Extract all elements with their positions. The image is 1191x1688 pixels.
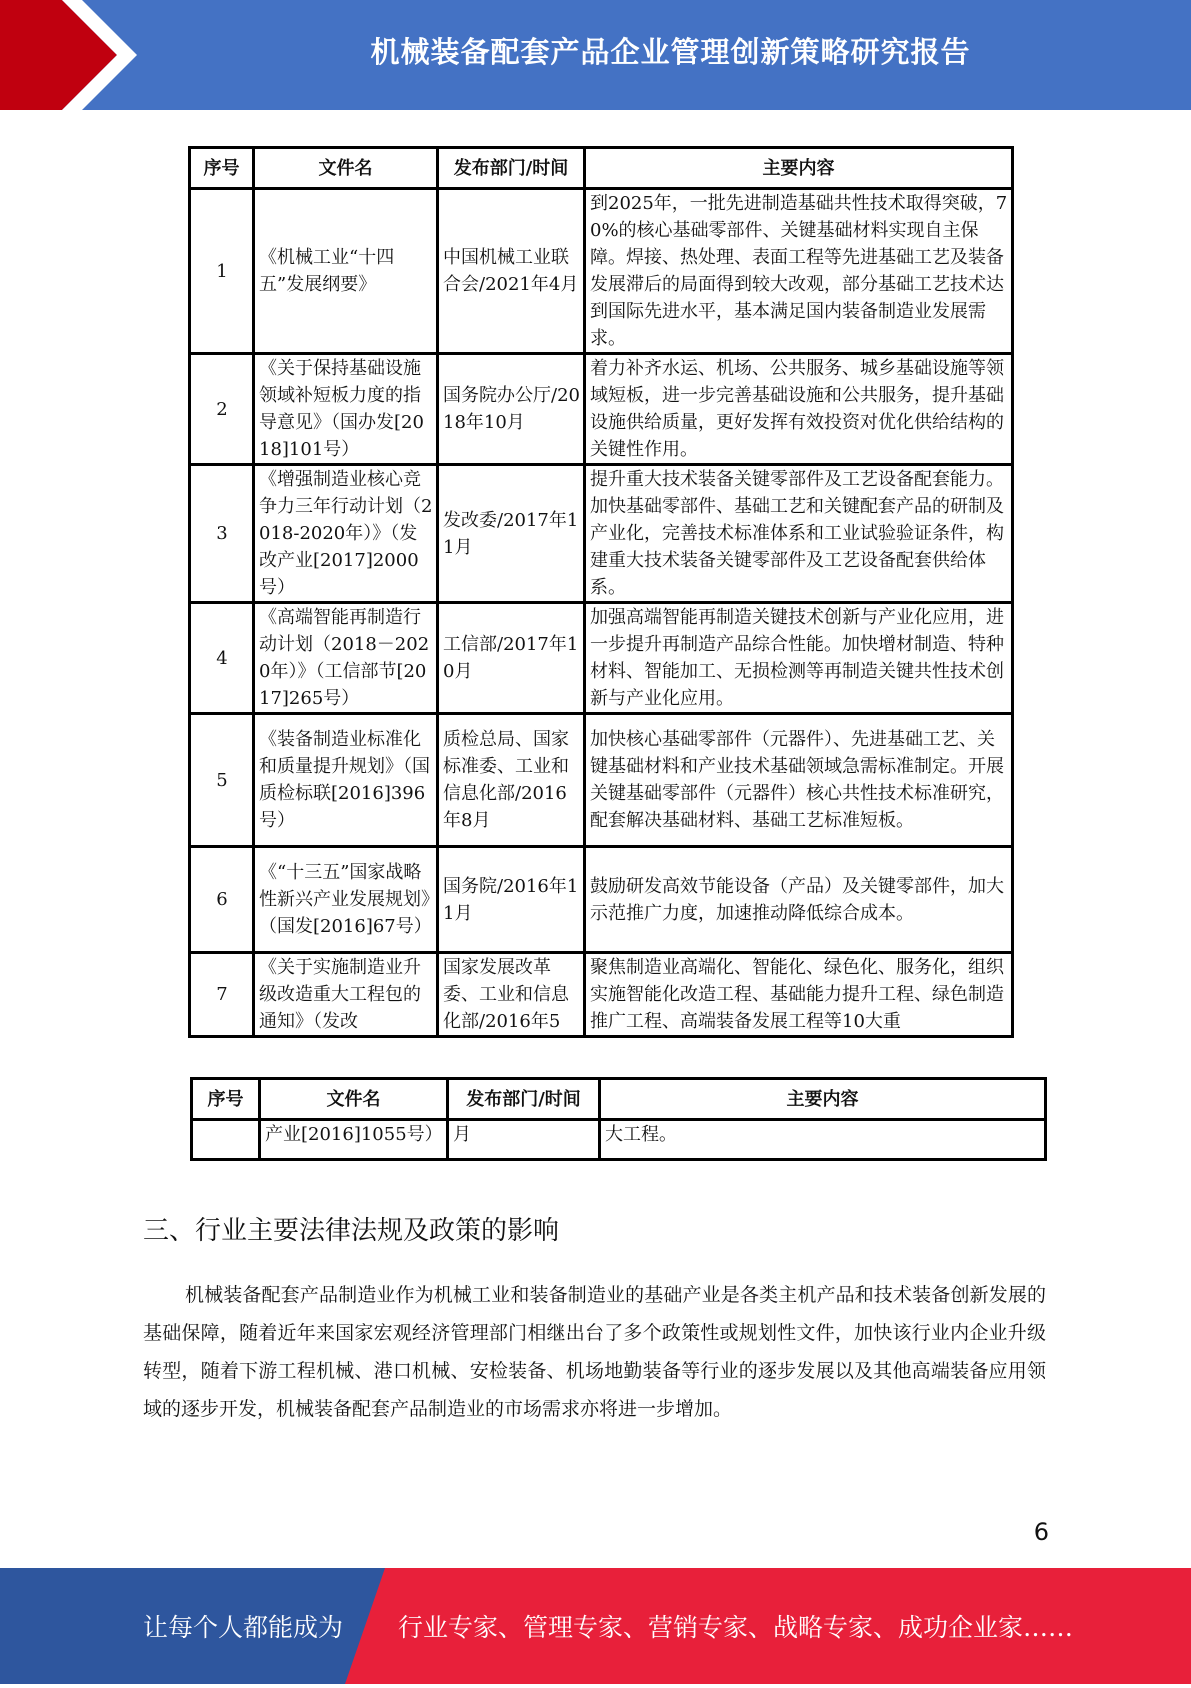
row-content: 鼓励研发高效节能设备（产品）及关键零部件，加大示范推广力度，加速推动降低综合成本。	[585, 847, 1013, 953]
row-seq: 5	[190, 714, 254, 847]
row-dept: 发改委/2017年11月	[438, 465, 585, 603]
row-seq	[192, 1120, 260, 1160]
row-dept: 月	[448, 1120, 600, 1160]
row-content: 聚焦制造业高端化、智能化、绿色化、服务化，组织实施智能化改造工程、基础能力提升工程、绿色制造推广工程、高端装备发展工程等10大重	[585, 953, 1013, 1037]
header-name: 文件名	[260, 1079, 448, 1120]
policy-table	[188, 146, 1014, 1038]
table-header-row	[192, 1079, 1046, 1120]
row-seq: 7	[190, 953, 254, 1037]
row-seq: 2	[190, 354, 254, 465]
header-content: 主要内容	[585, 148, 1013, 189]
page-header	[0, 0, 1191, 110]
section-paragraph: 机械装备配套产品制造业作为机械工业和装备制造业的基础产业是各类主机产品和技术装备创新发展的基础保障，随着近年来国家宏观经济管理部门相继出台了多个政策性或规划性文件，加快该行业内企业升级转型，随着下游工程机械、港口机械、安检装备、机场地勤装备等行业的逐步发展以及其他高端装备应用领域的逐步开发，机械装备配套产品制造业的市场需求亦将进一步增加。	[143, 1284, 1046, 1420]
section-heading: 三、行业主要法律法规及政策的影响	[143, 1216, 560, 1246]
row-dept: 工信部/2017年10月	[438, 603, 585, 714]
header-dept: 发布部门/时间	[438, 148, 585, 189]
header-content: 主要内容	[600, 1079, 1046, 1120]
row-name: 产业[2016]1055号）	[260, 1120, 448, 1160]
header-name: 文件名	[254, 148, 438, 189]
row-name: 《“十三五”国家战略性新兴产业发展规划》（国发[2016]67号）	[254, 847, 438, 953]
row-dept: 质检总局、国家标准委、工业和信息化部/2016年8月	[438, 714, 585, 847]
row-content: 到2025年，一批先进制造基础共性技术取得突破，70%的核心基础零部件、关键基础材料实现自主保障。焊接、热处理、表面工程等先进基础工艺及装备发展滞后的局面得到较大改观，部分基础工艺技术达到国际先进水平，基本满足国内装备制造业发展需求。	[585, 189, 1013, 354]
row-seq: 3	[190, 465, 254, 603]
row-content: 加强高端智能再制造关键技术创新与产业化应用，进一步提升再制造产品综合性能。加快增材制造、特种材料、智能加工、无损检测等再制造关键共性技术创新与产业化应用。	[585, 603, 1013, 714]
row-content: 着力补齐水运、机场、公共服务、城乡基础设施等领域短板，进一步完善基础设施和公共服务，提升基础设施供给质量，更好发挥有效投资对优化供给结构的关键性作用。	[585, 354, 1013, 465]
row-dept: 国务院/2016年11月	[438, 847, 585, 953]
row-dept: 国务院办公厅/2018年10月	[438, 354, 585, 465]
row-dept: 国家发展改革委、工业和信息化部/2016年5	[438, 953, 585, 1037]
footer-slogan-right: 行业专家、管理专家、营销专家、战略专家、成功企业家……	[398, 1613, 1074, 1642]
header-seq: 序号	[192, 1079, 260, 1120]
page-number: 6	[1033, 1518, 1049, 1546]
row-name: 《关于保持基础设施领域补短板力度的指导意见》（国办发[2018]101号）	[254, 354, 438, 465]
row-dept: 中国机械工业联合会/2021年4月	[438, 189, 585, 354]
footer-slogan-left: 让每个人都能成为	[143, 1613, 344, 1642]
row-content: 提升重大技术装备关键零部件及工艺设备配套能力。加快基础零部件、基础工艺和关键配套产品的研制及产业化，完善技术标准体系和工业试验验证条件，构建重大技术装备关键零部件及工艺设备配套供给体系。	[585, 465, 1013, 603]
row-name: 《装备制造业标准化和质量提升规划》（国质检标联[2016]396号）	[254, 714, 438, 847]
table-row	[190, 465, 1013, 603]
header-arrow-graphic	[0, 0, 170, 110]
row-name: 《高端智能再制造行动计划（2018－2020年）》（工信部节[2017]265号）	[254, 603, 438, 714]
table-row	[190, 847, 1013, 953]
row-content: 加快核心基础零部件（元器件）、先进基础工艺、关键基础材料和产业技术基础领域急需标准制定。开展关键基础零部件（元器件）核心共性技术标准研究，配套解决基础材料、基础工艺标准短板。	[585, 714, 1013, 847]
table-row	[190, 354, 1013, 465]
row-seq: 6	[190, 847, 254, 953]
row-name: 《增强制造业核心竞争力三年行动计划（2018-2020年）》（发改产业[2017]2000号）	[254, 465, 438, 603]
table-row	[192, 1120, 1046, 1160]
table-row	[190, 603, 1013, 714]
row-name: 《关于实施制造业升级改造重大工程包的通知》（发改	[254, 953, 438, 1037]
table-row	[190, 714, 1013, 847]
table-header-row	[190, 148, 1013, 189]
row-name: 《机械工业“十四五”发展纲要》	[254, 189, 438, 354]
row-seq: 4	[190, 603, 254, 714]
header-seq: 序号	[190, 148, 254, 189]
table-row	[190, 953, 1013, 1037]
row-content: 大工程。	[600, 1120, 1046, 1160]
row-seq: 1	[190, 189, 254, 354]
report-title: 机械装备配套产品企业管理创新策略研究报告	[370, 35, 971, 69]
table-row	[190, 189, 1013, 354]
header-dept: 发布部门/时间	[448, 1079, 600, 1120]
page-footer	[0, 1568, 1191, 1684]
policy-table-continued	[190, 1077, 1047, 1161]
